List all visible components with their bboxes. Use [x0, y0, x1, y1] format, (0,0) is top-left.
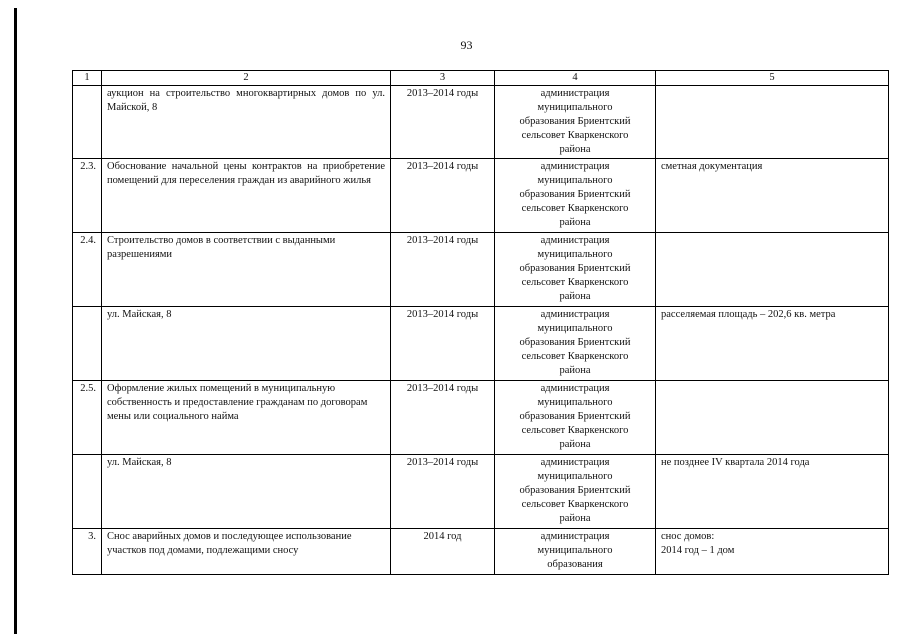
table-row [73, 86, 889, 159]
item-result [656, 233, 889, 307]
item-number: 3. [73, 529, 102, 575]
item-period: 2014 год [391, 529, 495, 575]
table-row [73, 381, 889, 455]
item-result [656, 86, 889, 159]
binding-edge-line [14, 8, 17, 634]
item-description: Обоснование начальной цены контрактов на приобретение помещений для переселения граждан из аварийного жилья [102, 159, 391, 233]
item-result: сметная документация [656, 159, 889, 233]
item-executor: администрация муниципального образования [495, 529, 656, 575]
item-number [73, 86, 102, 159]
item-description: Оформление жилых помещений в муниципальную собственность и предоставление гражданам по договорам мены или социального найма [102, 381, 391, 455]
table-row [73, 159, 889, 233]
item-executor: администрация муниципального образования Бриентский сельсовет Кваркенского района [495, 233, 656, 307]
item-executor: администрация муниципального образования Бриентский сельсовет Кваркенского района [495, 381, 656, 455]
item-description: Строительство домов в соответствии с выданными разрешениями [102, 233, 391, 307]
item-result: расселяемая площадь – 202,6 кв. метра [656, 307, 889, 381]
table-row [73, 529, 889, 575]
table-row [73, 455, 889, 529]
item-executor: администрация муниципального образования Бриентский сельсовет Кваркенского района [495, 307, 656, 381]
item-description: аукцион на строительство многоквартирных домов по ул. Майской, 8 [102, 86, 391, 159]
column-header: 1 [73, 71, 102, 86]
item-period: 2013–2014 годы [391, 381, 495, 455]
item-result [656, 381, 889, 455]
item-period: 2013–2014 годы [391, 307, 495, 381]
column-header: 5 [656, 71, 889, 86]
item-executor: администрация муниципального образования Бриентский сельсовет Кваркенского района [495, 159, 656, 233]
item-executor: администрация муниципального образования Бриентский сельсовет Кваркенского района [495, 455, 656, 529]
item-period: 2013–2014 годы [391, 159, 495, 233]
item-number [73, 307, 102, 381]
table-row [73, 233, 889, 307]
item-description: ул. Майская, 8 [102, 307, 391, 381]
item-number [73, 455, 102, 529]
item-executor: администрация муниципального образования Бриентский сельсовет Кваркенского района [495, 86, 656, 159]
table-header-row [73, 71, 889, 86]
table-row [73, 307, 889, 381]
item-description: ул. Майская, 8 [102, 455, 391, 529]
program-table [72, 70, 889, 575]
item-period: 2013–2014 годы [391, 233, 495, 307]
column-header: 4 [495, 71, 656, 86]
item-number: 2.3. [73, 159, 102, 233]
page-number: 93 [460, 38, 473, 52]
item-result: не позднее IV квартала 2014 года [656, 455, 889, 529]
item-result: снос домов: 2014 год – 1 дом [656, 529, 889, 575]
item-period: 2013–2014 годы [391, 455, 495, 529]
item-number: 2.4. [73, 233, 102, 307]
item-period: 2013–2014 годы [391, 86, 495, 159]
item-number: 2.5. [73, 381, 102, 455]
column-header: 2 [102, 71, 391, 86]
column-header: 3 [391, 71, 495, 86]
item-description: Снос аварийных домов и последующее использование участков под домами, подлежащими сносу [102, 529, 391, 575]
